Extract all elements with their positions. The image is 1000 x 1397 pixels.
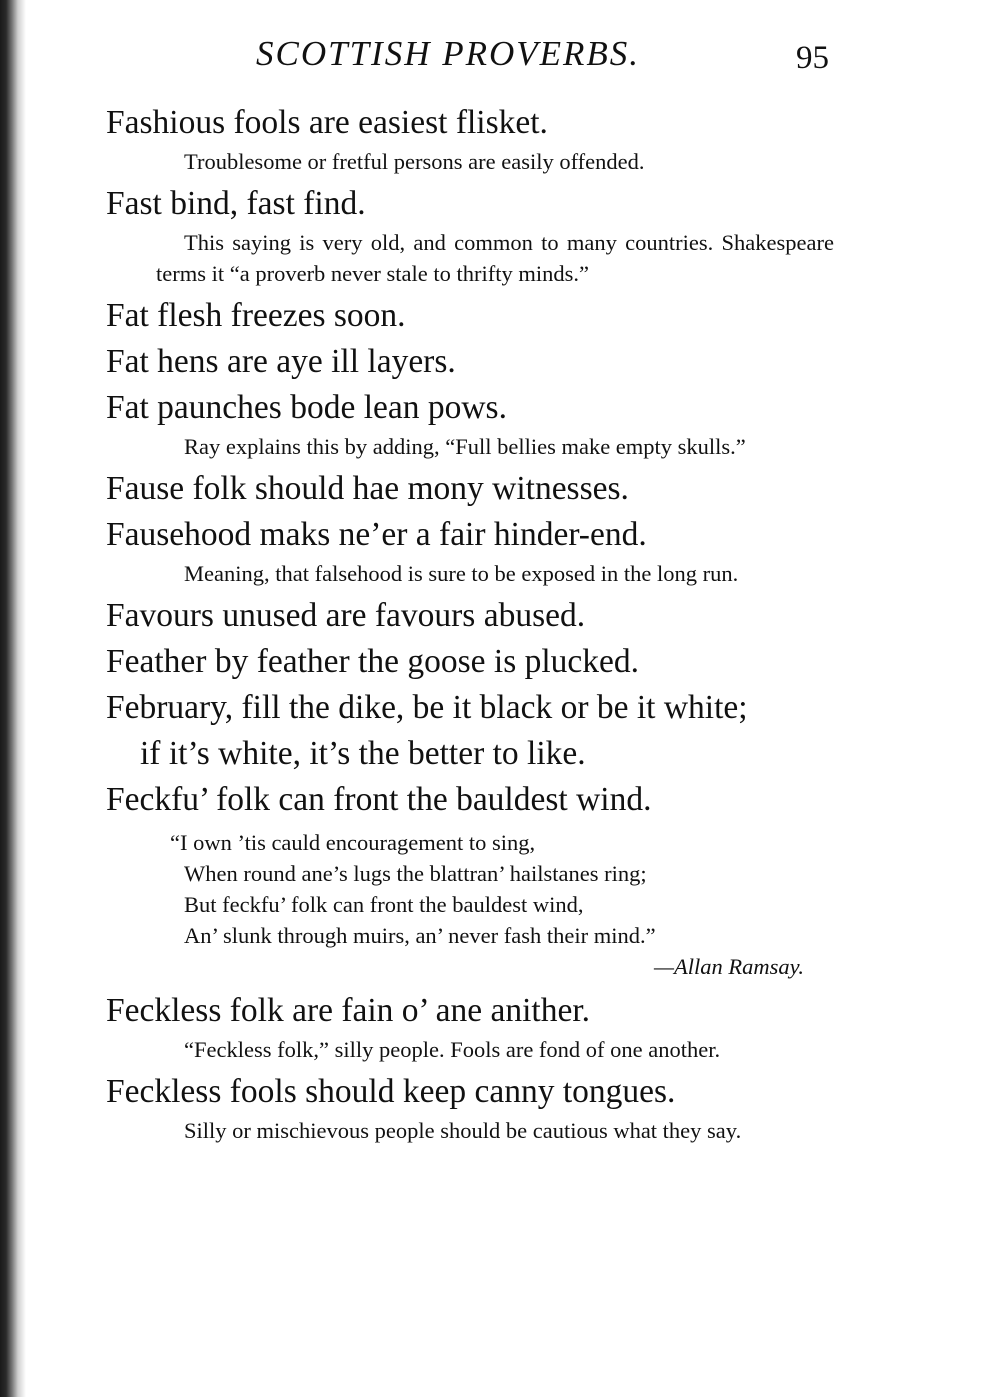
- proverb: Feckless fools should keep canny tongues.: [106, 1073, 676, 1110]
- poem-line: But feckfu’ folk can front the bauldest wind,: [184, 892, 584, 917]
- proverb-note: This saying is very old, and common to many countries. Shakespeare terms it “a proverb never stale to thrifty minds.”: [156, 230, 834, 286]
- proverb-note: Troublesome or fretful persons are easily offended.: [184, 149, 645, 174]
- proverb-line-2: if it’s white, it’s the better to like.: [140, 735, 586, 772]
- proverb-note: Meaning, that falsehood is sure to be exposed in the long run.: [184, 561, 739, 586]
- poem-line: When round ane’s lugs the blattran’ hailstanes ring;: [184, 861, 647, 886]
- poem-attribution: —Allan Ramsay.: [654, 954, 804, 979]
- poem-line: “I own ’tis cauld encouragement to sing,: [170, 830, 536, 855]
- proverb-note: “Feckless folk,” silly people. Fools are fond of one another.: [184, 1037, 721, 1062]
- proverb: Feather by feather the goose is plucked.: [106, 643, 640, 680]
- proverb: Fat paunches bode lean pows.: [106, 389, 507, 426]
- proverb: Fausehood maks ne’er a fair hinder-end.: [106, 516, 647, 553]
- proverb: Fashious fools are easiest flisket.: [106, 104, 548, 141]
- proverb: Fast bind, fast find.: [106, 185, 366, 222]
- page-number: 95: [796, 40, 829, 76]
- proverb-note: Silly or mischievous people should be cautious what they say.: [184, 1118, 742, 1143]
- proverb: Fause folk should hae mony witnesses.: [106, 470, 629, 507]
- proverb-list: [106, 100, 834, 1150]
- poem-quotation: [154, 827, 834, 982]
- page-header: [0, 34, 1000, 84]
- poem-line: An’ slunk through muirs, an’ never fash their mind.”: [184, 923, 656, 948]
- proverb: Feckless folk are fain o’ ane anither.: [106, 992, 590, 1029]
- proverb-line-1: February, fill the dike, be it black or be it white;: [106, 689, 748, 726]
- proverb: Feckfu’ folk can front the bauldest wind.: [106, 781, 652, 818]
- proverb: Favours unused are favours abused.: [106, 597, 586, 634]
- proverb: Fat hens are aye ill layers.: [106, 343, 456, 380]
- proverb-note: Ray explains this by adding, “Full bellies make empty skulls.”: [184, 434, 746, 459]
- page-binding-edge: [0, 0, 26, 1397]
- proverb-two-line: [106, 685, 834, 777]
- running-title: SCOTTISH PROVERBS.: [256, 34, 641, 73]
- proverb: Fat flesh freezes soon.: [106, 297, 406, 334]
